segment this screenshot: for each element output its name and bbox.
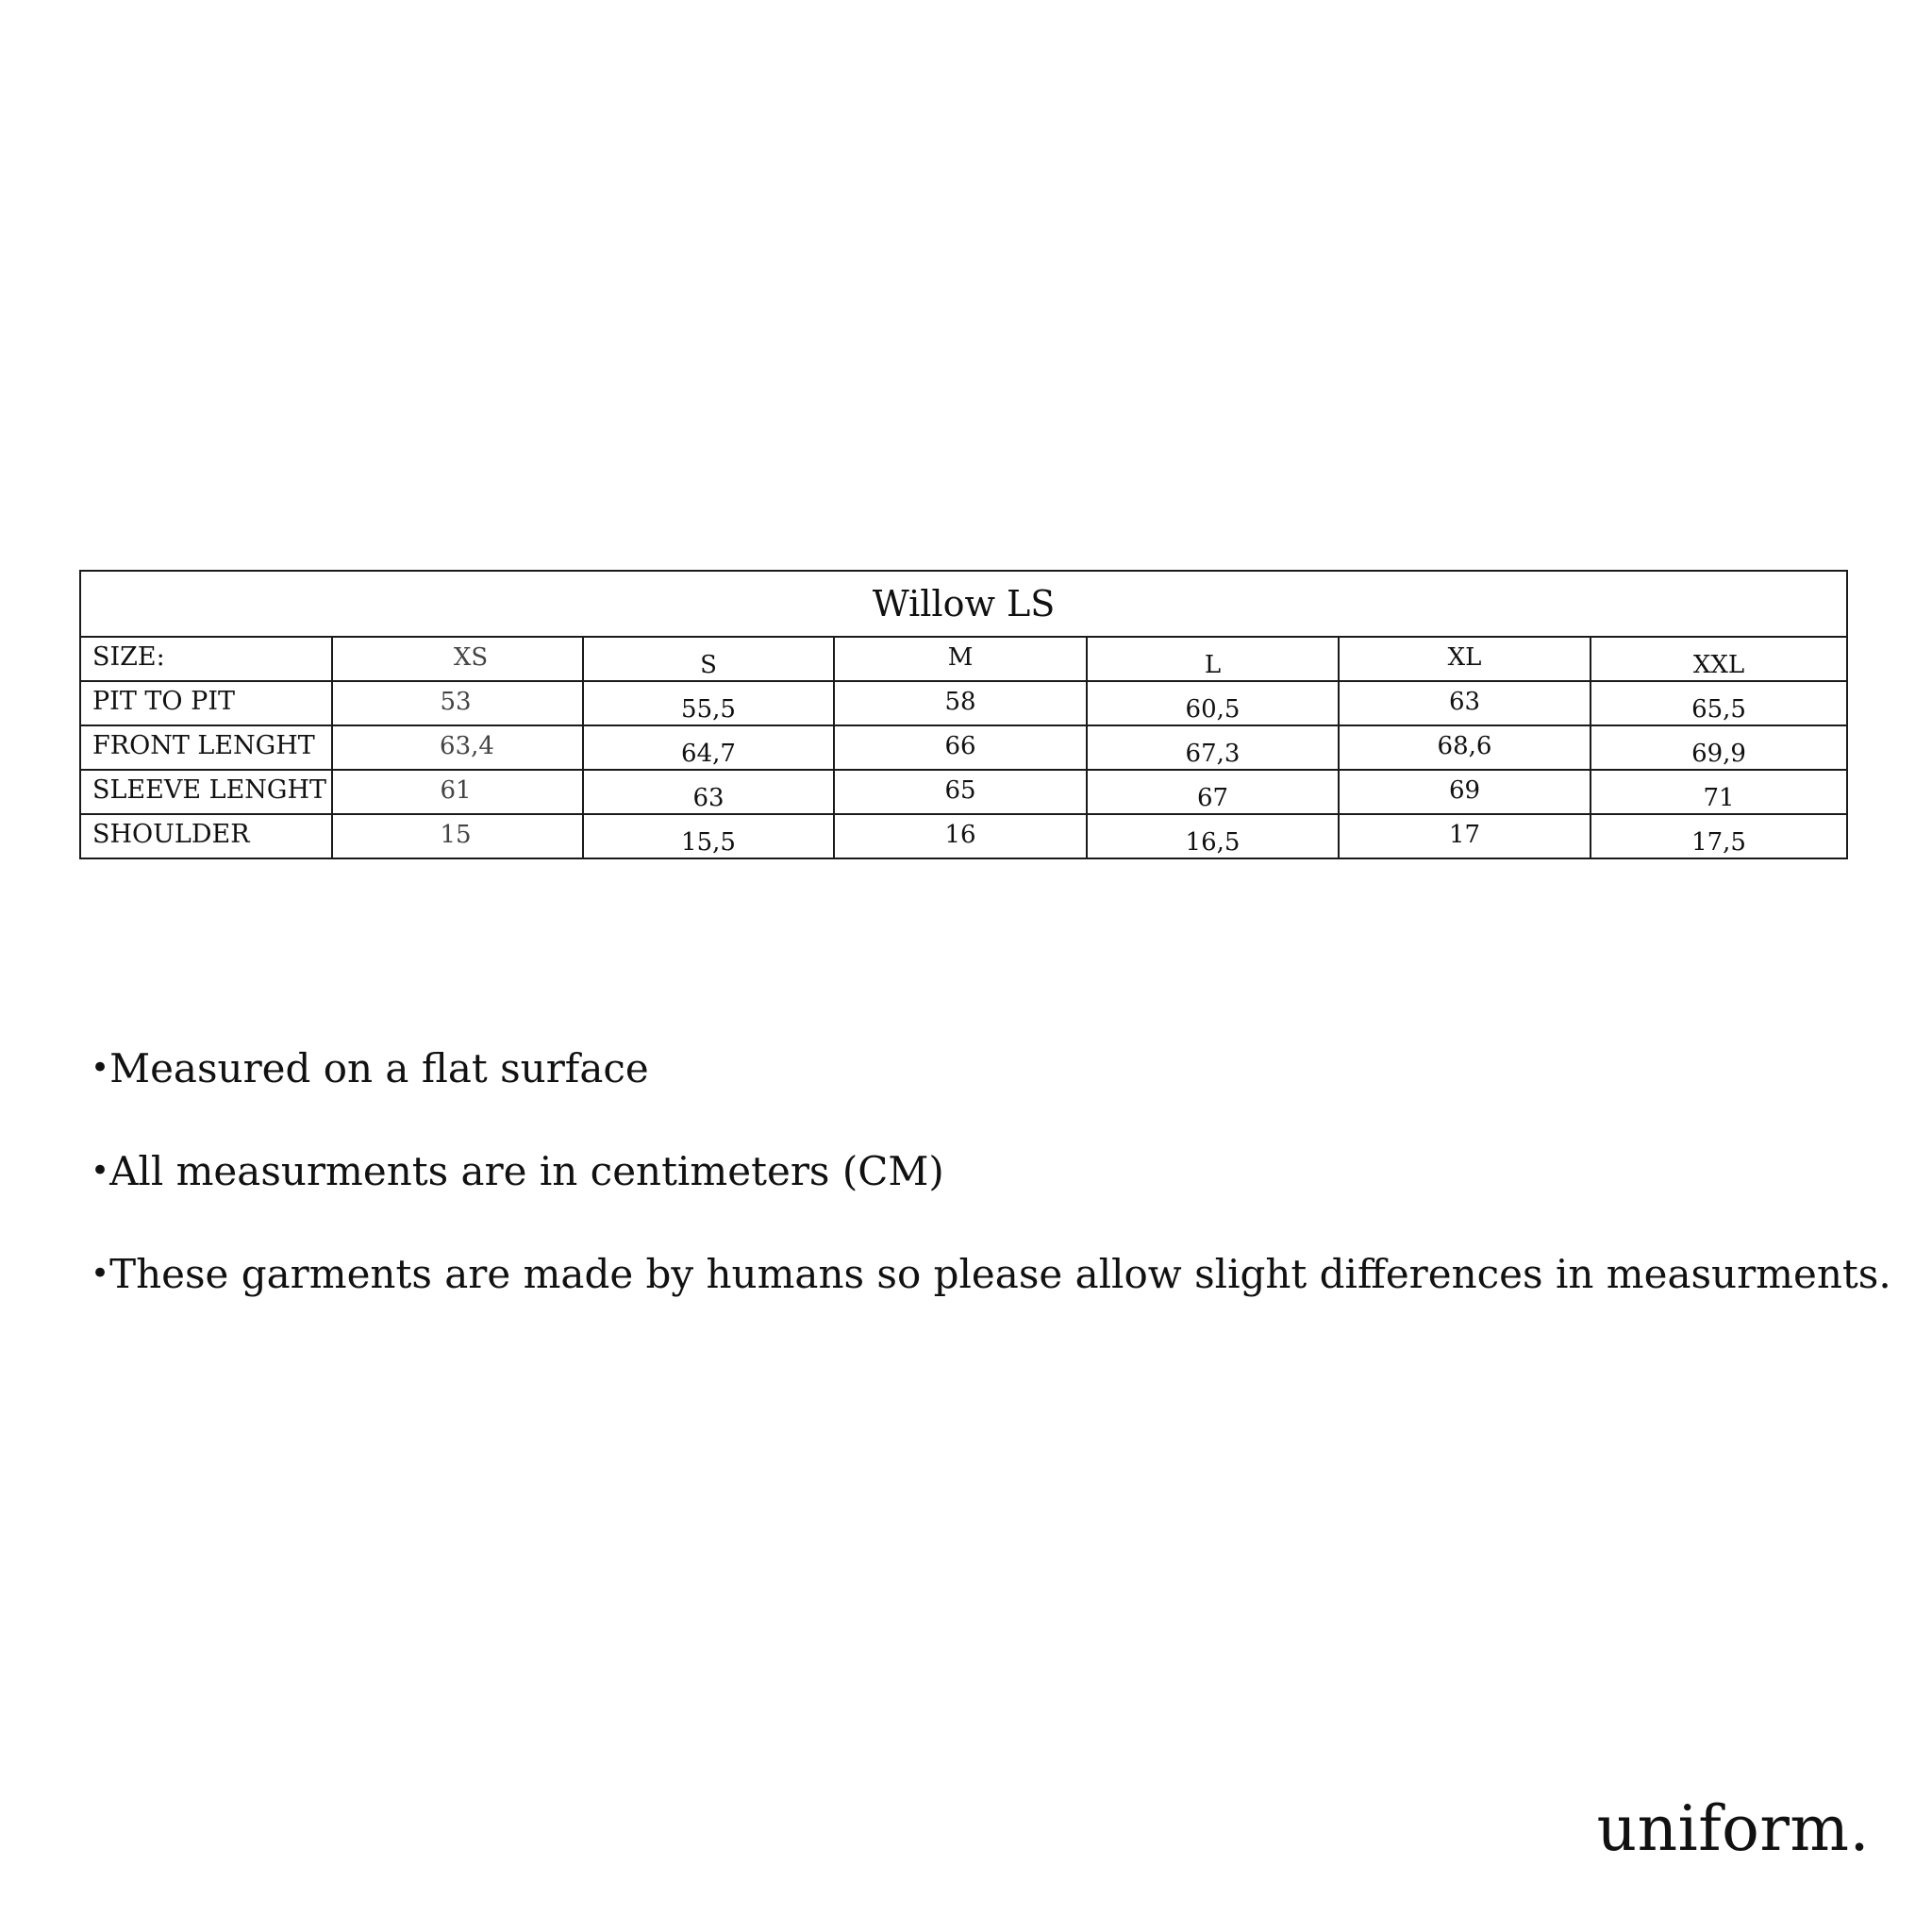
row-label: SLEEVE LENGHT	[80, 770, 332, 814]
bullet-icon: •	[91, 1255, 110, 1292]
table-cell: 69,9	[1591, 725, 1847, 770]
table-cell: 17	[1339, 814, 1591, 858]
table-cell: 65	[834, 770, 1087, 814]
note-centimeters: •All measurments are in centimeters (CM)	[91, 1148, 944, 1194]
table-cell: 67,3	[1087, 725, 1339, 770]
table-cell: 16	[834, 814, 1087, 858]
size-xl: XL	[1339, 637, 1591, 681]
size-l: L	[1087, 637, 1339, 681]
note-handmade: •These garments are made by humans so please allow slight differences in measurments.	[91, 1251, 1891, 1297]
table-cell: 68,6	[1339, 725, 1591, 770]
table-cell: 66	[834, 725, 1087, 770]
table-row	[80, 814, 1847, 858]
table-cell: 60,5	[1087, 681, 1339, 725]
table-cell: 15	[332, 814, 583, 858]
row-label: SHOULDER	[80, 814, 332, 858]
bullet-icon: •	[91, 1152, 110, 1190]
size-xxl: XXL	[1591, 637, 1847, 681]
notes-list	[91, 1045, 1891, 1357]
table-cell: 64,7	[583, 725, 834, 770]
table-cell: 15,5	[583, 814, 834, 858]
table-title-row	[80, 571, 1847, 637]
table-cell: 71	[1591, 770, 1847, 814]
table-cell: 58	[834, 681, 1087, 725]
brand-logo: uniform.	[1596, 1792, 1870, 1865]
table-cell: 67	[1087, 770, 1339, 814]
size-chart-table	[79, 570, 1848, 859]
table-cell: 63	[583, 770, 834, 814]
table-cell: 63	[1339, 681, 1591, 725]
bullet-icon: •	[91, 1049, 110, 1087]
table-row	[80, 770, 1847, 814]
table-cell: 53	[332, 681, 583, 725]
row-label: FRONT LENGHT	[80, 725, 332, 770]
table-cell: 65,5	[1591, 681, 1847, 725]
table-row	[80, 725, 1847, 770]
table-title: Willow LS	[80, 571, 1847, 637]
table-cell: 55,5	[583, 681, 834, 725]
table-cell: 17,5	[1591, 814, 1847, 858]
table-cell: 61	[332, 770, 583, 814]
size-header-row	[80, 637, 1847, 681]
note-flat-surface: •Measured on a flat surface	[91, 1045, 649, 1091]
table-cell: 69	[1339, 770, 1591, 814]
table-cell: 63,4	[332, 725, 583, 770]
size-s: S	[583, 637, 834, 681]
table-cell: 16,5	[1087, 814, 1339, 858]
row-label: PIT TO PIT	[80, 681, 332, 725]
size-label: SIZE:	[80, 637, 332, 681]
table-row	[80, 681, 1847, 725]
size-m: M	[834, 637, 1087, 681]
size-xs: XS	[332, 637, 583, 681]
